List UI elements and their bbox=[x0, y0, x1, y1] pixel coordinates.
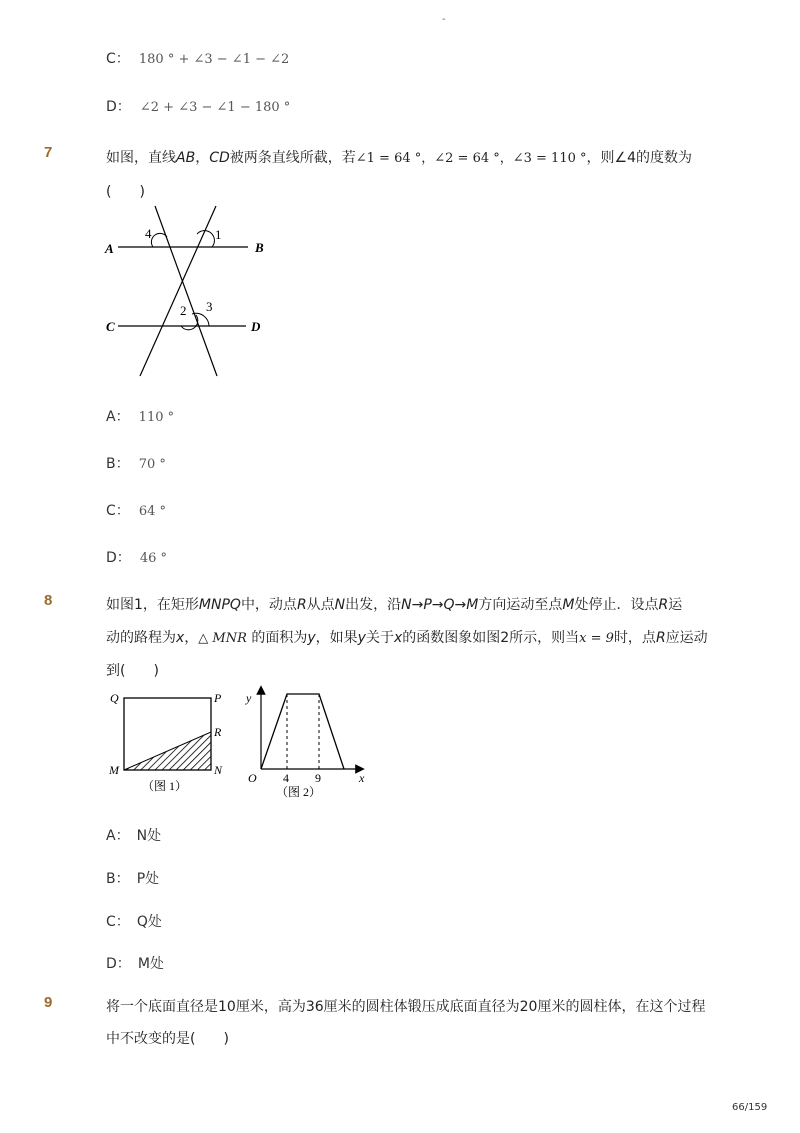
point-name: N bbox=[334, 597, 346, 613]
option-label: C： bbox=[106, 51, 130, 67]
stem-text: 时，点 bbox=[613, 630, 656, 646]
q7-figure bbox=[100, 200, 280, 382]
stem-text: ，则∠4的度数为 bbox=[586, 150, 692, 166]
rect-name: MNPQ bbox=[198, 597, 241, 613]
q7-option-b[interactable] bbox=[106, 453, 166, 473]
question-number: 7 bbox=[44, 144, 53, 161]
function-graph bbox=[261, 694, 344, 769]
stem-text: 中，动点 bbox=[240, 597, 297, 613]
q9-stem-line1: 将一个底面直径是10厘米，高为36厘米的圆柱体锻压成底面直径为20厘米的圆柱体，在这个过程 bbox=[106, 999, 706, 1015]
point-d-label: D bbox=[251, 319, 261, 334]
tick-4-label: 4 bbox=[283, 771, 289, 785]
origin-label: O bbox=[248, 771, 257, 785]
page-number: 66/159 bbox=[732, 1102, 768, 1113]
q9-stem-line2: 中不改变的是( ) bbox=[106, 1031, 229, 1047]
option-text: 64 ° bbox=[138, 504, 167, 519]
stem-text: 处停止．设点 bbox=[574, 597, 659, 613]
option-label: D： bbox=[106, 99, 131, 115]
line-ab: AB bbox=[176, 150, 196, 166]
question-number: 9 bbox=[44, 994, 53, 1011]
tick-9-label: 9 bbox=[315, 771, 321, 785]
line-cd: CD bbox=[209, 150, 230, 166]
point-m-label: M bbox=[109, 763, 119, 777]
answer-paren: ( ) bbox=[106, 184, 145, 200]
stem-text: 的面积为 bbox=[246, 630, 308, 646]
q8-figure-1 bbox=[106, 684, 230, 800]
option-text: N处 bbox=[136, 828, 162, 844]
option-text: Q处 bbox=[136, 914, 162, 930]
header-mark: - bbox=[442, 14, 446, 25]
q8-figure-2 bbox=[240, 684, 370, 804]
angle-4-label: 4 bbox=[145, 226, 152, 241]
stem-text: 被两条直线所截，若 bbox=[229, 150, 356, 166]
option-text: ∠2 + ∠3 − ∠1 − 180 ° bbox=[139, 100, 291, 115]
stem-text: 如图，直线 bbox=[106, 150, 176, 166]
stem-text: 出发，沿 bbox=[345, 597, 402, 613]
y-axis-label: y bbox=[246, 691, 252, 705]
option-label: D： bbox=[106, 550, 131, 566]
q7-option-d[interactable] bbox=[106, 547, 167, 567]
point-a-label: A bbox=[105, 241, 114, 256]
point-name: R bbox=[658, 597, 669, 613]
q8-stem-line3: 到( ) bbox=[106, 663, 159, 679]
option-label: C： bbox=[106, 914, 130, 930]
q8-option-a[interactable] bbox=[106, 825, 161, 845]
option-text: 110 ° bbox=[138, 410, 175, 425]
point-c-label: C bbox=[106, 319, 115, 334]
triangle-name: △ MNR bbox=[198, 631, 247, 646]
stem-sep: ， bbox=[195, 150, 210, 166]
stem-text: 运 bbox=[668, 597, 683, 613]
option-label: B： bbox=[106, 456, 130, 472]
option-text: 46 ° bbox=[139, 551, 168, 566]
q6-option-d[interactable] bbox=[106, 96, 290, 116]
stem-text: ， bbox=[184, 630, 199, 646]
stem-text: 从点 bbox=[306, 597, 335, 613]
point-n-label: N bbox=[214, 763, 223, 777]
option-text: P处 bbox=[136, 871, 160, 887]
point-p-label: P bbox=[214, 691, 222, 705]
point-r-label: R bbox=[214, 725, 222, 739]
angle-3-label: 3 bbox=[206, 299, 213, 314]
angle-2-label: 2 bbox=[180, 303, 187, 318]
given-angles: ∠1 = 64 °，∠2 = 64 °，∠3 = 110 ° bbox=[355, 151, 587, 166]
option-label: C： bbox=[106, 503, 130, 519]
option-label: A： bbox=[106, 409, 130, 425]
q7-option-a[interactable] bbox=[106, 406, 174, 426]
stem-text: 方向运动至点 bbox=[478, 597, 563, 613]
var-name: x bbox=[393, 630, 403, 646]
stem-text: 应运动 bbox=[665, 630, 708, 646]
option-label: B： bbox=[106, 871, 130, 887]
point-name: R bbox=[296, 597, 307, 613]
angle-1-label: 1 bbox=[215, 227, 222, 242]
q8-option-d[interactable] bbox=[106, 953, 164, 973]
point-b-label: B bbox=[255, 240, 264, 255]
question-number: 8 bbox=[44, 592, 53, 609]
var-name: x bbox=[176, 630, 185, 646]
q8-stem-line1 bbox=[106, 594, 682, 614]
x-axis-label: x bbox=[359, 771, 365, 785]
option-label: D： bbox=[106, 956, 131, 972]
point-name: M bbox=[562, 597, 575, 613]
stem-text: 如图1，在矩形 bbox=[106, 597, 199, 613]
option-label: A： bbox=[106, 828, 130, 844]
var-name: y bbox=[357, 630, 366, 646]
point-q-label: Q bbox=[110, 691, 119, 705]
figure-1-caption: （图 1） bbox=[142, 779, 188, 793]
var-name: y bbox=[307, 630, 316, 646]
path-name: N→P→Q→M bbox=[401, 597, 479, 613]
option-text: M处 bbox=[137, 956, 164, 972]
stem-text: 关于 bbox=[365, 630, 394, 646]
q8-option-c[interactable] bbox=[106, 911, 162, 931]
option-text: 70 ° bbox=[138, 457, 166, 472]
q8-stem-line2 bbox=[106, 627, 708, 647]
q7-stem-line1 bbox=[106, 147, 692, 167]
option-text: 180 ° + ∠3 − ∠1 − ∠2 bbox=[138, 52, 290, 67]
condition: x = 9 bbox=[579, 631, 614, 646]
q7-option-c[interactable] bbox=[106, 500, 166, 520]
angle-4-arc bbox=[151, 233, 167, 247]
triangle-mnr bbox=[124, 732, 211, 770]
angle-1-arc bbox=[197, 231, 214, 247]
point-name: R bbox=[655, 630, 666, 646]
stem-text: 动的路程为 bbox=[106, 630, 176, 646]
figure-2-caption: （图 2） bbox=[276, 785, 322, 799]
stem-text: 的函数图象如图2所示，则当 bbox=[402, 630, 580, 646]
q6-option-c[interactable] bbox=[106, 48, 289, 68]
stem-text: ，如果 bbox=[315, 630, 358, 646]
q8-option-b[interactable] bbox=[106, 868, 159, 888]
